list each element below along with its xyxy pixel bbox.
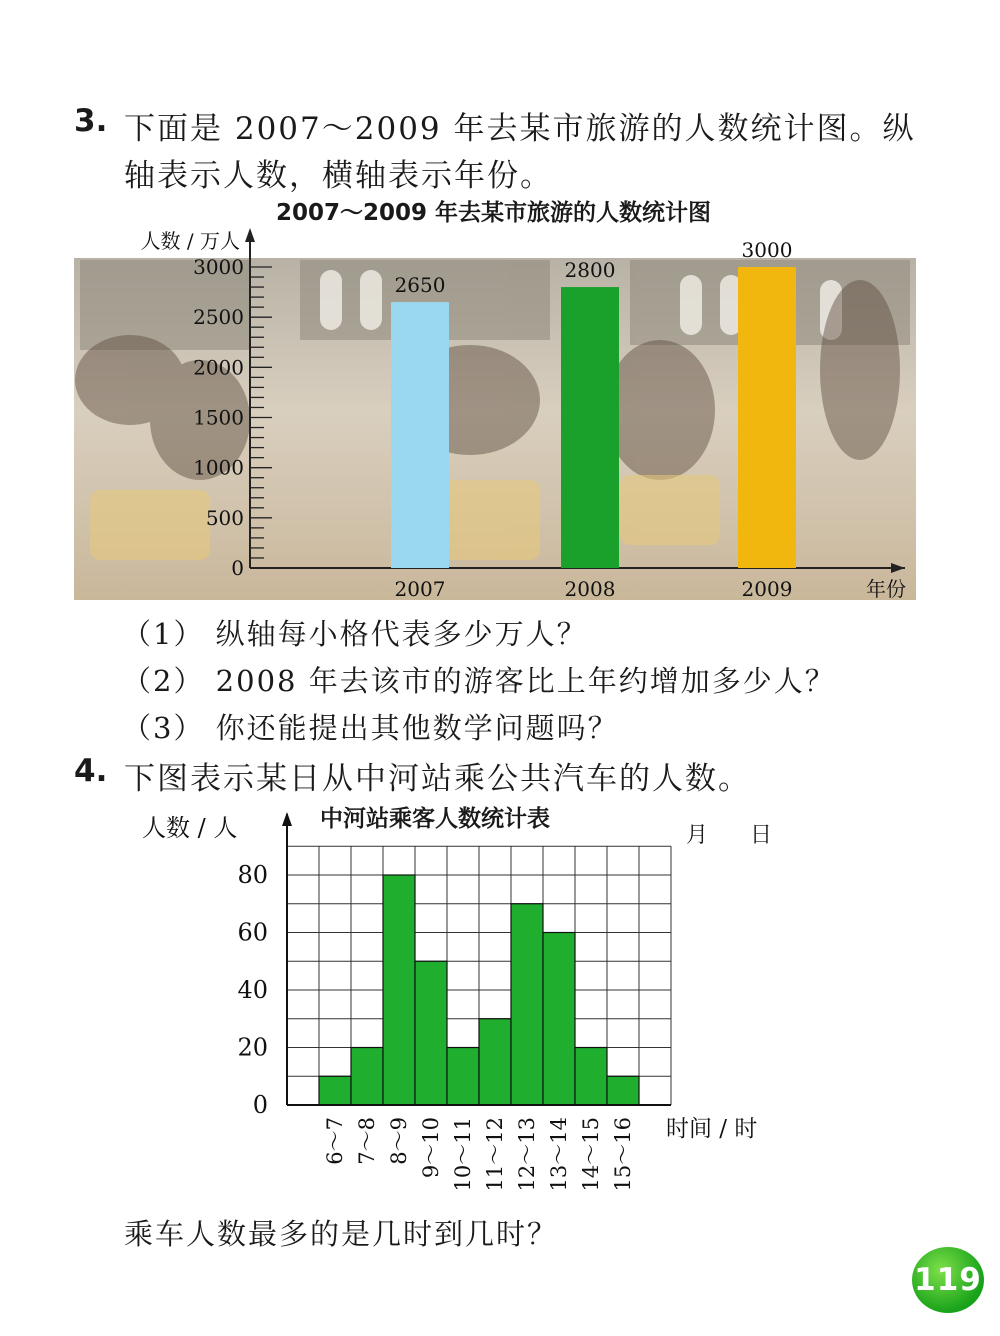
question-3-text-line2: 轴表示人数，横轴表示年份。 <box>124 158 553 194</box>
chart1-bar-2009 <box>738 267 796 568</box>
chart1-ytick-label: 0 <box>231 556 244 580</box>
bus-passenger-chart <box>0 800 1000 1200</box>
chart2-xlabel: 时间 / 时 <box>666 1116 758 1142</box>
chart1-title: 2007～2009 年去某市旅游的人数统计图 <box>276 200 712 226</box>
question-3-number: 3. <box>74 103 108 139</box>
chart1-ytick-label: 1000 <box>193 455 244 480</box>
chart2-ylabel: 人数 / 人 <box>142 814 238 842</box>
chart2-bar-11～12 <box>479 1019 511 1105</box>
chart1-xtick-label: 2009 <box>741 577 793 601</box>
chart1-ytick-label: 500 <box>205 505 244 530</box>
chart1-y-arrow <box>245 228 255 242</box>
chart1-xtick-label: 2008 <box>564 577 616 601</box>
chart1-data-label: 2800 <box>564 258 616 283</box>
chart2-xtick-label: 12～13 <box>515 1117 539 1192</box>
chart2-bar-10～11 <box>447 1048 479 1106</box>
chart1-ylabel: 人数 / 万人 <box>140 229 240 253</box>
chart1-xlabel: 年份 <box>866 577 906 601</box>
chart2-xtick-label: 9～10 <box>419 1117 443 1179</box>
chart2-date-day: 日 <box>750 823 775 848</box>
chart1-ytick-label: 1500 <box>193 405 244 430</box>
question-4-text: 下图表示某日从中河站乘公共汽车的人数。 <box>124 761 751 797</box>
chart1-ytick-label: 3000 <box>193 255 244 279</box>
chart2-xtick-label: 10～11 <box>451 1117 475 1192</box>
question-3-sub1: （1） 纵轴每小格代表多少万人？ <box>122 617 588 651</box>
chart2-bar-13～14 <box>543 933 575 1106</box>
chart1-xtick-label: 2007 <box>394 577 446 601</box>
chart1-bar-2007 <box>391 302 449 568</box>
chart2-ytick-label: 60 <box>237 918 268 947</box>
question-4-number: 4. <box>74 753 108 789</box>
tourist-bar-chart <box>0 220 1000 640</box>
chart2-xtick-label: 14～15 <box>579 1117 603 1192</box>
chart2-bar-15～16 <box>607 1076 639 1105</box>
chart2-y-arrow <box>282 812 292 826</box>
chart2-bar-9～10 <box>415 961 447 1105</box>
chart2-date-month: 月 <box>686 823 711 848</box>
chart2-bar-6～7 <box>319 1076 351 1105</box>
chart2-xtick-label: 8～9 <box>387 1117 411 1165</box>
chart2-xtick-label: 6～7 <box>323 1117 347 1165</box>
chart2-ytick-label: 40 <box>237 976 268 1004</box>
chart2-labels <box>142 814 757 1191</box>
question-3-sub3: （3） 你还能提出其他数学问题吗？ <box>122 711 619 745</box>
chart1-ytick-label: 2500 <box>193 305 244 330</box>
chart2-xtick-label: 15～16 <box>611 1117 635 1192</box>
chart2-bar-14～15 <box>575 1048 607 1106</box>
chart2-bar-8～9 <box>383 875 415 1105</box>
page-number-badge: 119 <box>912 1247 984 1313</box>
question-4-question: 乘车人数最多的是几时到几时？ <box>124 1217 559 1251</box>
chart1-ytick-label: 2000 <box>193 355 244 380</box>
chart2-bar-12～13 <box>511 904 543 1105</box>
chart2-xtick-label: 7～8 <box>355 1117 379 1165</box>
chart2-xtick-label: 13～14 <box>547 1117 571 1192</box>
chart2-xtick-label: 11～12 <box>483 1117 507 1192</box>
question-3-text-line1: 下面是 2007～2009 年去某市旅游的人数统计图。纵 <box>124 111 916 147</box>
question-3-sub2: （2） 2008 年去该市的游客比上年约增加多少人？ <box>122 664 836 698</box>
chart2-bar-7～8 <box>351 1048 383 1106</box>
chart2-title: 中河站乘客人数统计表 <box>320 806 550 832</box>
chart2-ytick-label: 20 <box>237 1033 268 1062</box>
chart1-data-label: 2650 <box>394 273 446 298</box>
chart1-bar-2008 <box>561 287 619 568</box>
chart2-ytick-label: 0 <box>252 1091 268 1119</box>
chart1-data-label: 3000 <box>741 238 793 262</box>
chart2-ytick-label: 80 <box>237 861 268 889</box>
